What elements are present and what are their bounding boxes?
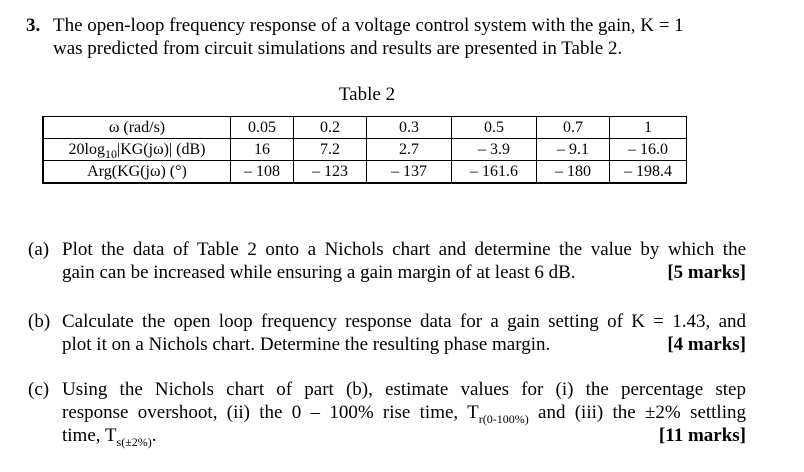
- row-header-omega: ω (rad/s): [43, 117, 231, 139]
- table-cell: 1: [610, 117, 687, 139]
- table-cell: – 161.6: [452, 161, 537, 184]
- part-text-line: response overshoot, (ii) the 0 – 100% rise time, $T_{r(0-100\%)}$ and (iii) the ±2% settling: [62, 402, 746, 426]
- marks-label: [5 marks]: [667, 262, 746, 283]
- table-cell: – 16.0: [610, 139, 687, 161]
- part-text-line: plot it on a Nichols chart. Determine the resulting phase margin.: [62, 334, 551, 355]
- table-cell: – 198.4: [610, 161, 687, 184]
- table-cell: 7.2: [294, 139, 367, 161]
- part-text-line: Using the Nichols chart of part (b), estimate values for (i) the percentage step: [62, 379, 746, 400]
- table-cell: 0.5: [452, 117, 537, 139]
- table-cell: 2.7: [367, 139, 452, 161]
- part-label: (b): [28, 311, 51, 332]
- table-cell: – 123: [294, 161, 367, 184]
- part-text-line: time, $T_{s(\pm 2\%)}$.: [62, 425, 157, 449]
- table-cell: – 180: [537, 161, 610, 184]
- table-cell: – 3.9: [452, 139, 537, 161]
- row-header-phase: Arg(KG(jω) (°): [43, 161, 231, 184]
- table-cell: 16: [231, 139, 294, 161]
- table-cell: – 108: [231, 161, 294, 184]
- table-cell: 0.3: [367, 117, 452, 139]
- question-text-line1: The open-loop frequency response of a voltage control system with the gain, K = 1: [53, 15, 684, 36]
- table-cell: 0.7: [537, 117, 610, 139]
- part-text-line: Plot the data of Table 2 onto a Nichols chart and determine the value by which the: [62, 239, 746, 260]
- part-text-line: gain can be increased while ensuring a gain margin of at least 6 dB.: [62, 262, 576, 283]
- table-cell: – 137: [367, 161, 452, 184]
- part-a: [28, 238, 746, 286]
- part-label: (c): [28, 379, 50, 400]
- question-number: 3.: [26, 15, 41, 36]
- marks-label: [4 marks]: [667, 334, 746, 355]
- part-c: [28, 378, 746, 450]
- question-text-line2: was predicted from circuit simulations and results are presented in Table 2.: [53, 38, 623, 59]
- table-row: [43, 161, 687, 184]
- table-row: [43, 139, 687, 161]
- table-caption: Table 2: [338, 84, 396, 105]
- part-b: [28, 310, 746, 358]
- row-header-magnitude: $20\log_{10}|KG(j\omega)|$ (dB): [43, 139, 231, 161]
- table-cell: 0.2: [294, 117, 367, 139]
- table-cell: 0.05: [231, 117, 294, 139]
- table-row: [43, 117, 687, 139]
- table-cell: – 9.1: [537, 139, 610, 161]
- marks-label: [11 marks]: [658, 425, 746, 446]
- part-text-line: Calculate the open loop frequency response data for a gain setting of K = 1.43, and: [62, 311, 746, 332]
- part-label: (a): [28, 239, 50, 260]
- frequency-response-table: [42, 116, 687, 184]
